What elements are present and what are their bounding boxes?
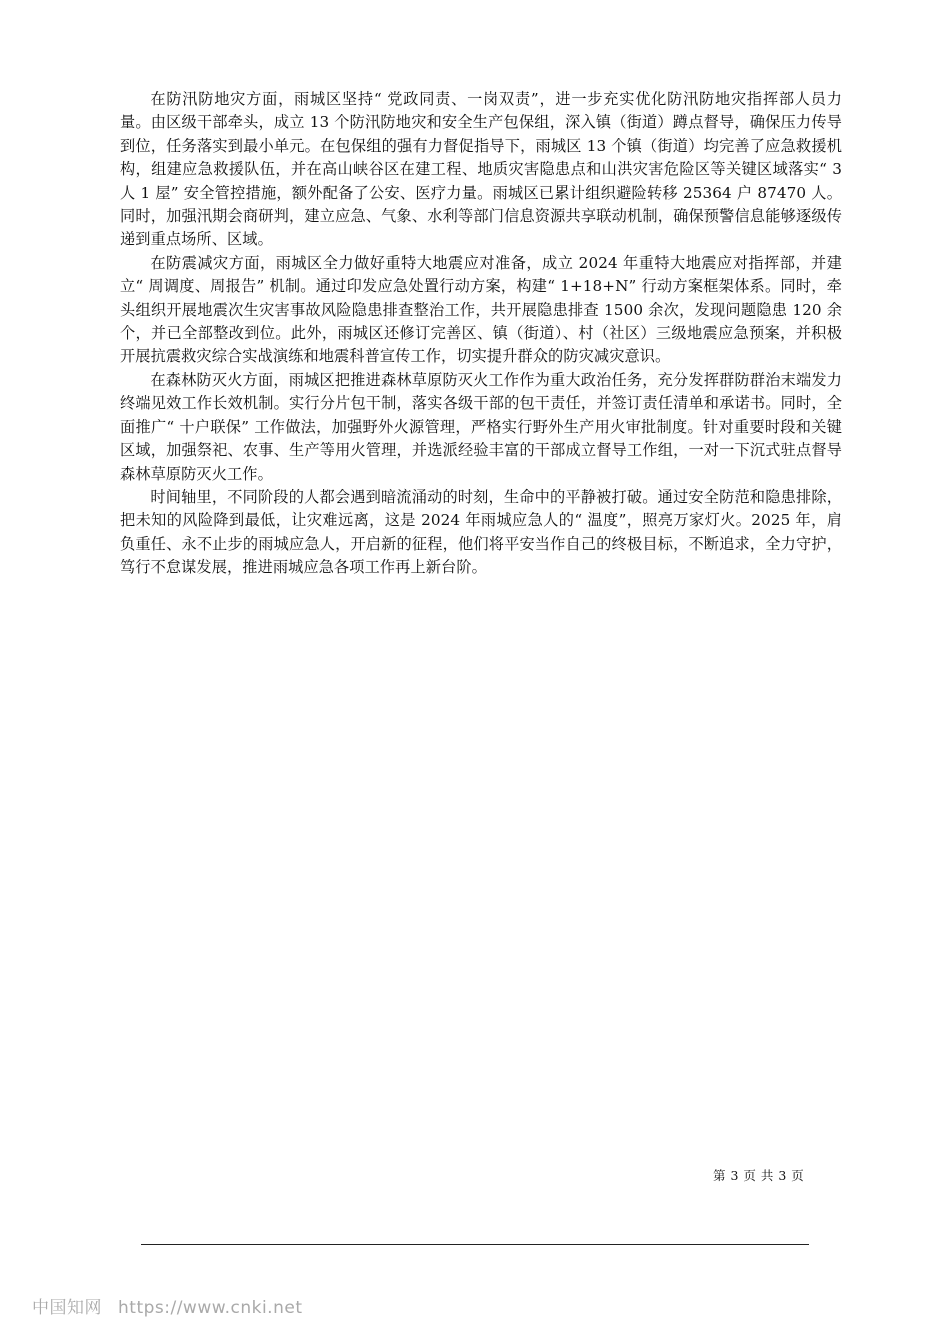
watermark-url: https://www.cnki.net bbox=[118, 1298, 303, 1318]
watermark-brand: 中国知网 bbox=[32, 1298, 102, 1318]
paragraph-flood-prevention: 在防汛防地灾方面，雨城区坚持“ 党政同责、一岗双责”，进一步充实优化防汛防地灾指挥部人员力量。由区级干部牵头，成立 13 个防汛防地灾和安全生产包保组，深入镇（街道）蹲点督导，确保压力传导到位，任务落实到最小单元。在包保组的强有力督促指导下，雨城区 13 个镇（街道）均完善了应急救援机构，组建应急救援队伍，并在高山峡谷区在建工程、地质灾害隐患点和山洪灾害危险区等关键区域落实“ 3 人 1 屋” 安全管控措施，额外配备了公安、医疗力量。雨城区已累计组织避险转移 25364 户 87470 人。同时，加强汛期会商研判，建立应急、气象、水利等部门信息资源共享联动机制，确保预警信息能够逐级传递到重点场所、区域。 bbox=[120, 90, 842, 249]
paragraph-forest-fire-prevention: 在森林防灭火方面，雨城区把推进森林草原防灭火工作作为重大政治任务，充分发挥群防群治末端发力终端见效工作长效机制。实行分片包干制，落实各级干部的包干责任，并签订责任清单和承诺书。同时，全面推广“ 十户联保” 工作做法，加强野外火源管理，严格实行野外生产用火审批制度。针对重要时段和关键区域，加强祭祀、农事、生产等用火管理，并选派经验丰富的干部成立督导工作组，一对一下沉式驻点督导森林草原防灭火工作。 bbox=[120, 370, 842, 483]
page-number: 第 3 页 共 3 页 bbox=[713, 1168, 805, 1183]
article-body bbox=[120, 88, 842, 580]
footer-divider bbox=[141, 1244, 809, 1245]
cnki-watermark bbox=[32, 1293, 302, 1318]
paragraph-earthquake-mitigation: 在防震减灾方面，雨城区全力做好重特大地震应对准备，成立 2024 年重特大地震应对指挥部，并建立“ 周调度、周报告” 机制。通过印发应急处置行动方案，构建“ 1+18+N” 行动方案框架体系。同时，牵头组织开展地震次生灾害事故风险隐患排查整治工作，共开展隐患排查 1500 余次，发现问题隐患 120 余个，并已全部整改到位。此外，雨城区还修订完善区、镇（街道）、村（社区）三级地震应急预案，并积极开展抗震救灾综合实战演练和地震科普宣传工作，切实提升群众的防灾减灾意识。 bbox=[120, 253, 842, 366]
paragraph-conclusion: 时间轴里，不同阶段的人都会遇到暗流涌动的时刻，生命中的平静被打破。通过安全防范和隐患排除，把未知的风险降到最低，让灾难远离，这是 2024 年雨城应急人的“ 温度”，照亮万家灯火。2025 年，肩负重任、永不止步的雨城应急人，开启新的征程，他们将平安当作自己的终极目标，不断追求，全力守护，笃行不怠谋发展，推进雨城应急各项工作再上新台阶。 bbox=[120, 487, 842, 577]
